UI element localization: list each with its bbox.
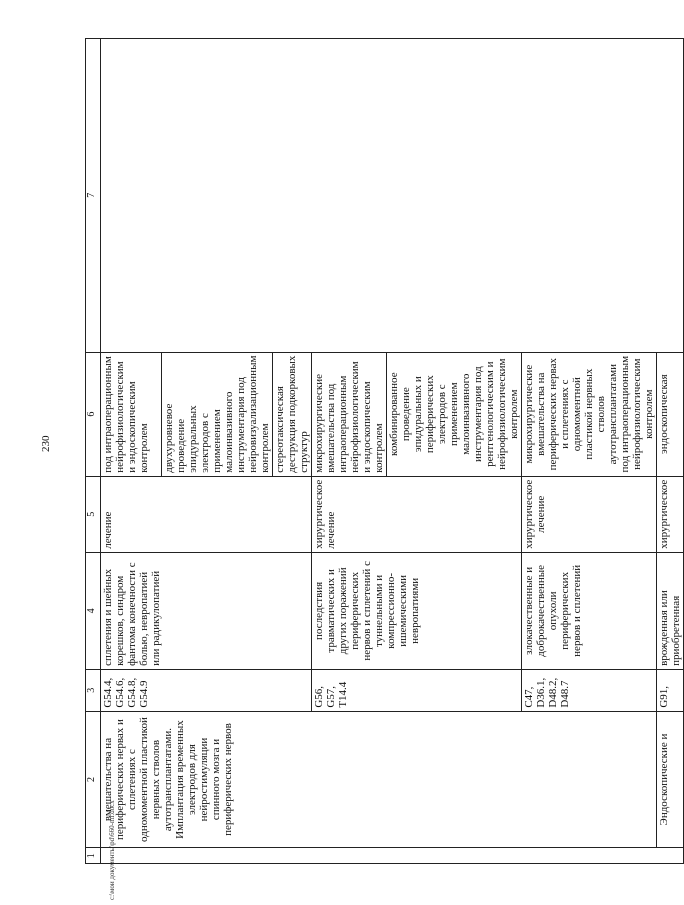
treatment-method-cell: микрохирургические вмешательства под интраоперационным нейрофизиологическим и эндоскопическим контролем: [312, 352, 387, 476]
treatment-method-cell: эндоскопическая: [657, 352, 684, 476]
treatment-method-cell: стереотаксическая деструкция подкорковых структур: [273, 352, 312, 476]
icd-codes-cell: G54.4, G54.6, G54.8, G54.9: [101, 669, 312, 711]
header-cell: 6: [86, 352, 101, 476]
header-cell: 1: [86, 848, 101, 864]
method-name-cell: вмешательства на периферических нервах и сплетениях с одномоментной пластикой нервных стволов аутотрансплантатами. Имплантация временных электродов для нейростимуляции спинного мозга и периферических нервов: [101, 711, 657, 848]
header-cell: 7: [86, 39, 101, 353]
header-cell: 5: [86, 476, 101, 552]
treatment-method-cell: микрохирургические вмешательства на периферических нервах и сплетениях с одномоментной пластикой нервных стволов аутотрансплантатами под интраоперационным нейрофизиологическим контролем: [522, 352, 657, 476]
header-cell: 2: [86, 711, 101, 848]
page-number: 230: [40, 435, 52, 452]
diagnosis-cell: сплетения и шейных корешков, синдром фантома конечности с болью, невропатией или радикулопатией: [101, 552, 312, 669]
treatment-method-cell: комбинированное проведение эпидуральных и периферических электродов с применением малоинвазивного инструментария под рентгенологическим и нейрофизиологическим контролем: [387, 352, 522, 476]
table-row: [101, 39, 162, 864]
header-cell: 3: [86, 669, 101, 711]
treatment-type-cell: лечение: [101, 476, 312, 552]
procedures-table: [85, 38, 684, 864]
icd-codes-cell: G91,: [657, 669, 684, 711]
method-name-cell: Эндоскопические и: [657, 711, 684, 848]
file-path-footer: c:\мои документы\pd\660-ml.docx: [108, 800, 116, 900]
col7-cell: [101, 39, 684, 353]
header-cell: 4: [86, 552, 101, 669]
rotated-table-wrapper: [85, 38, 682, 864]
diagnosis-cell: врожденная или приобретенная: [657, 552, 684, 669]
treatment-type-cell: хирургическое лечение: [312, 476, 522, 552]
treatment-method-cell: под интраоперационным нейрофизиологическим и эндоскопическим контролем: [101, 352, 162, 476]
col1-cell: [101, 848, 684, 864]
icd-codes-cell: G56, G57, T14.4: [312, 669, 522, 711]
header-row: [86, 39, 101, 864]
diagnosis-cell: злокачественные и доброкачественные опухоли периферических нервов и сплетений: [522, 552, 657, 669]
treatment-type-cell: хирургическое лечение: [522, 476, 657, 552]
document-sheet: [85, 38, 682, 864]
treatment-method-cell: двухуровневое проведение эпидуральных электродов с применением малоинвазивного инструментария под нейровизуализационным контролем: [162, 352, 273, 476]
diagnosis-cell: последствия травматических и других поражений периферических нервов и сплетений с туннельными и компрессионно-ишемическими невропатиями: [312, 552, 522, 669]
treatment-type-cell: хирургическое: [657, 476, 684, 552]
icd-codes-cell: C47, D36.1, D48.2, D48.7: [522, 669, 657, 711]
